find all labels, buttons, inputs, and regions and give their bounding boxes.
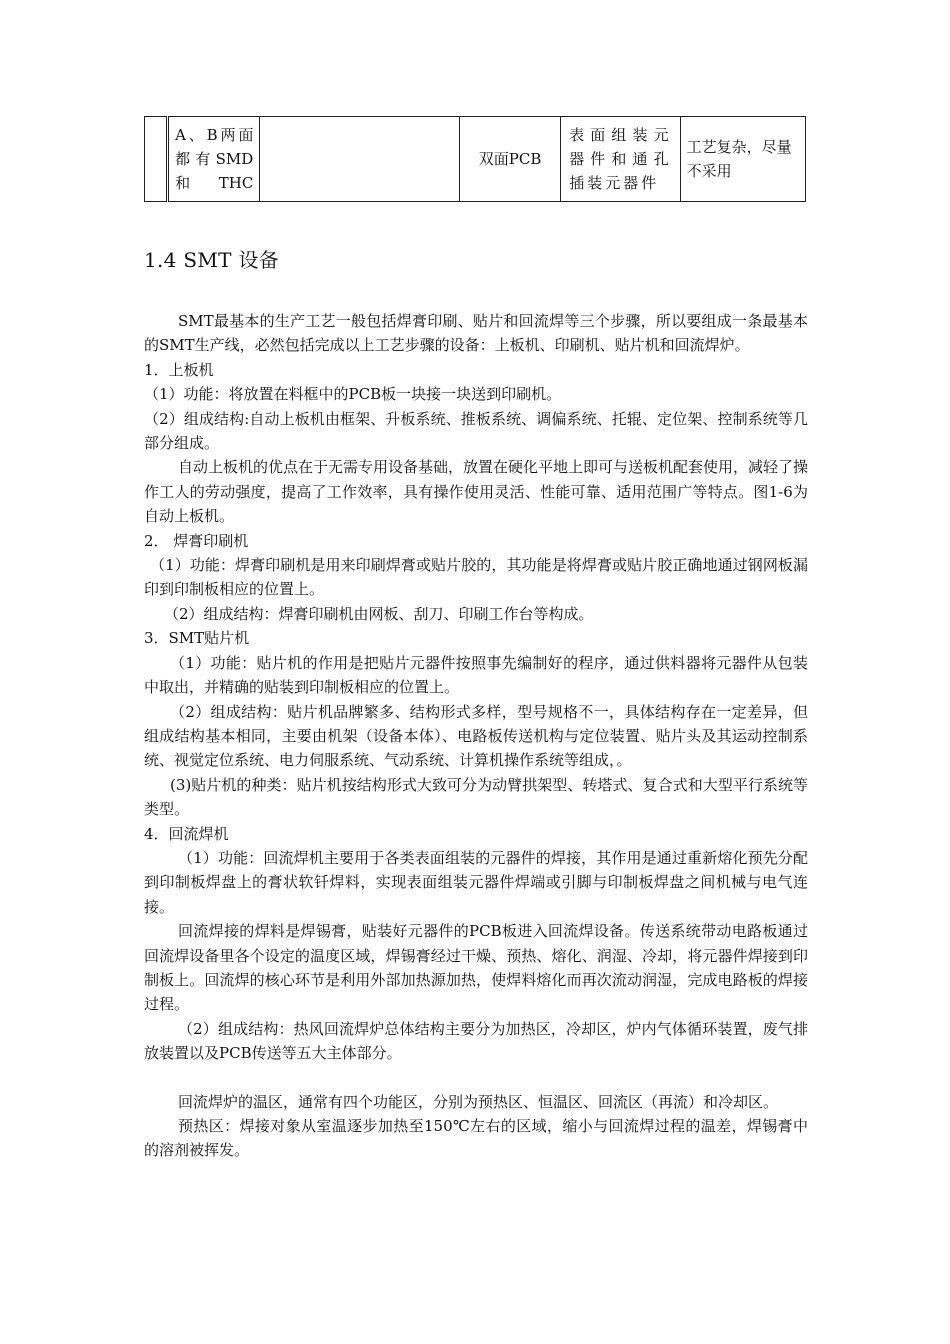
table-cell-board: 双面PCB: [459, 117, 560, 202]
paragraph: （2）组成结构：热风回流焊炉总体结构主要分为加热区，冷却区，炉内气体循环装置，废气排放装置以及PCB传送等五大主体部分。: [144, 1019, 808, 1063]
table-cell-remark: 工艺复杂，尽量不采用: [680, 117, 805, 202]
paragraph: （2）组成结构:自动上板机由框架、升板系统、推板系统、调偏系统、托辊、定位架、控制系统等几部分组成。: [144, 409, 808, 453]
paragraph: 自动上板机的优点在于无需专用设备基础，放置在硬化平地上即可与送板机配套使用，减轻了操作工人的劳动强度，提高了工作效率，具有操作使用灵活、性能可靠、适用范围广等特点。图1-6为自动上板机。: [144, 458, 809, 526]
paragraph: (3)贴片机的种类：贴片机按结构形式大致可分为动臂拱架型、转塔式、复合式和大型平行系统等类型。: [144, 775, 808, 819]
heading-pick-and-place: 3．SMT贴片机: [144, 629, 250, 648]
assembly-type-table: [144, 116, 806, 202]
paragraph: （1）功能：贴片机的作用是把贴片元器件按照事先编制好的程序，通过供料器将元器件从包装中取出，并精确的贴装到印制板相应的位置上。: [144, 653, 808, 697]
table-row: [145, 117, 806, 202]
body-text: [144, 309, 808, 1163]
heading-printer: 2． 焊膏印刷机: [144, 531, 249, 550]
paragraph: （1）功能：回流焊机主要用于各类表面组装的元器件的焊接，其作用是通过重新熔化预先分配到印制板焊盘上的膏状软钎焊料，实现表面组装元器件焊端或引脚与印制板焊盘之间机械与电气连接。: [144, 848, 808, 916]
table-cell-components: 表面组装元器件和通孔插装元器件: [561, 117, 680, 202]
table-cell-type: A、B两面都有SMD 和THC: [168, 117, 260, 202]
paragraph: （2）组成结构：贴片机品牌繁多、结构形式多样，型号规格不一，具体结构存在一定差异，但组成结构基本相同，主要由机架（设备本体）、电路板传送机构与定位装置、贴片头及其运动控制系统、视觉定位系统、电力伺服系统、气动系统、计算机操作系统等组成，。: [144, 702, 808, 770]
table-cell-index: [145, 117, 168, 202]
paragraph: 回流焊接的焊料是焊锡膏，贴装好元器件的PCB板进入回流焊设备。传送系统带动电路板通过回流焊设备里各个设定的温度区域，焊锡膏经过干燥、预热、熔化、润湿、冷却，将元器件焊接到印制板上。回流焊的核心环节是利用外部加热源加热，使焊料熔化而再次流动润湿，完成电路板的焊接过程。: [144, 922, 808, 1014]
paragraph-intro: SMT最基本的生产工艺一般包括焊膏印刷、贴片和回流焊等三个步骤，所以要组成一条最基本的SMT生产线，必然包括完成以上工艺步骤的设备：上板机、印刷机、贴片机和回流焊炉。: [144, 312, 808, 355]
paragraph: （1）功能：焊膏印刷机是用来印刷焊膏或贴片胶的，其功能是将焊膏或贴片胶正确地通过钢网板漏印到印制板相应的位置上。: [144, 556, 808, 599]
paragraph: （1）功能：将放置在料框中的PCB板一块接一块送到印刷机。: [144, 385, 562, 404]
paragraph: 预热区：焊接对象从室温逐步加热至150℃左右的区域，缩小与回流焊过程的温差，焊锡膏中的溶剂被挥发。: [144, 1117, 808, 1160]
paragraph: （2）组成结构：焊膏印刷机由网板、刮刀、印刷工作台等构成。: [164, 604, 594, 623]
paragraph: 回流焊炉的温区，通常有四个功能区，分别为预热区、恒温区、回流区（再流）和冷却区。: [178, 1092, 779, 1111]
section-title: 1.4 SMT 设备: [144, 248, 280, 272]
blank-line: [144, 1066, 808, 1090]
heading-loader: 1．上板机: [144, 360, 214, 379]
heading-reflow: 4．回流焊机: [144, 824, 229, 843]
table-cell-diagram: [260, 117, 460, 202]
